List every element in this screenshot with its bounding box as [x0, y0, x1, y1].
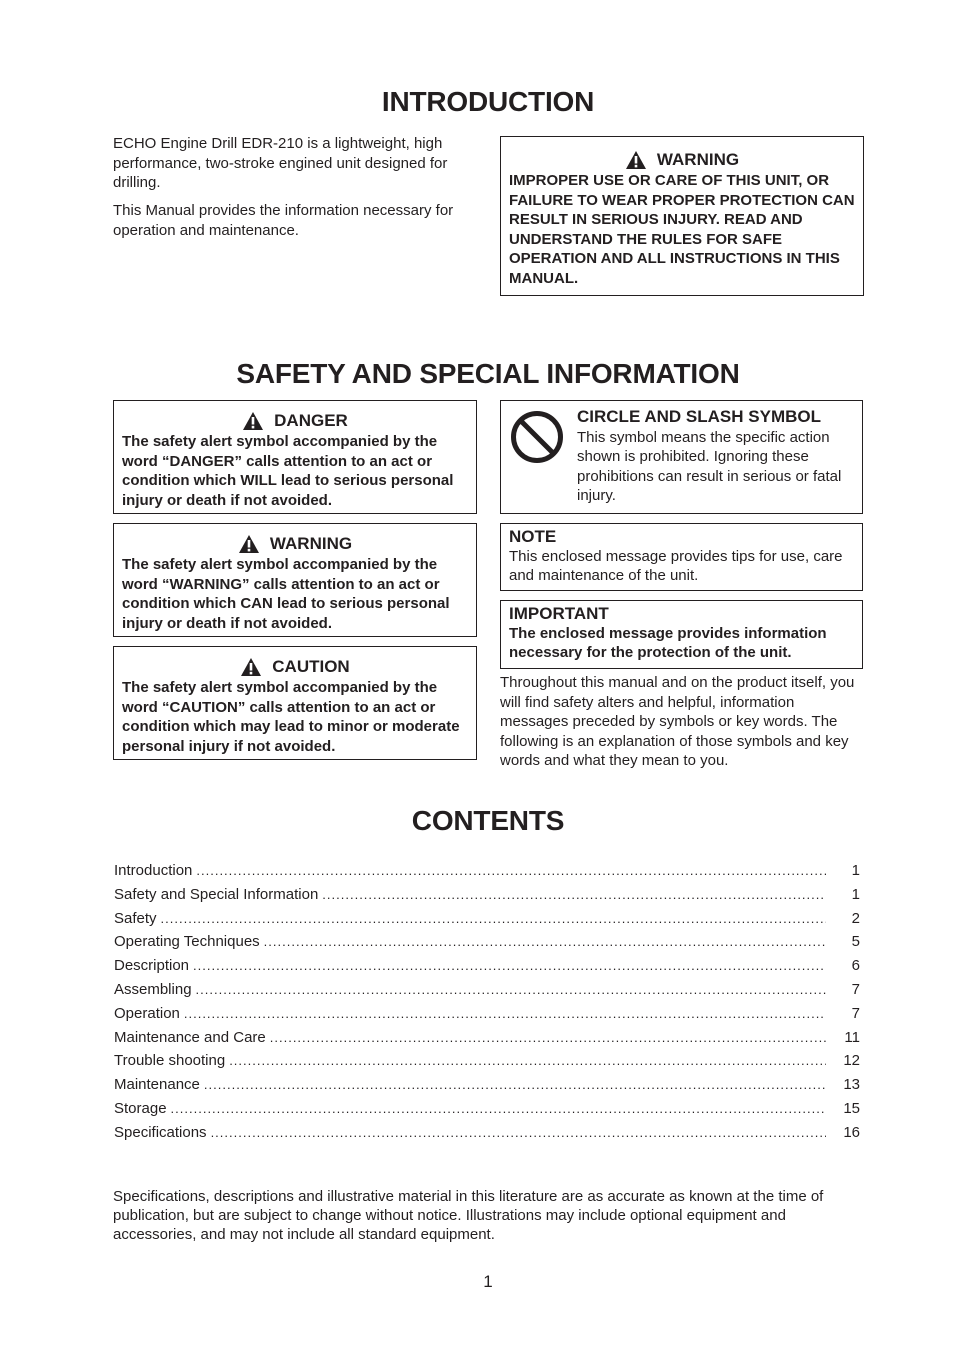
toc-page: 5: [851, 933, 860, 951]
toc-page: 2: [851, 909, 860, 927]
toc-row[interactable]: [114, 1052, 860, 1076]
toc-row[interactable]: [114, 957, 860, 981]
toc-leader: [196, 863, 826, 878]
caution-text: The safety alert symbol accompanied by the word “CAUTION” calls attention to an act or condition which may lead to minor or moderate personal injury if not avoided.: [122, 679, 460, 755]
danger-header: [114, 410, 476, 432]
intro-warning-box: [500, 136, 864, 296]
warning-triangle-icon: [240, 657, 262, 677]
toc-title: Safety: [114, 909, 157, 927]
toc-title: Operating Techniques: [114, 933, 260, 951]
toc-leader: [184, 1006, 826, 1021]
introduction-heading: INTRODUCTION: [381, 86, 595, 117]
caution-box: [113, 646, 477, 760]
toc-title: Trouble shooting: [114, 1052, 226, 1070]
toc-leader: [211, 1125, 826, 1140]
toc-row[interactable]: [114, 1076, 860, 1100]
toc-leader: [161, 911, 826, 926]
toc-title: Assembling: [114, 980, 192, 998]
toc-leader: [322, 887, 826, 902]
contents-heading: CONTENTS: [411, 805, 565, 836]
important-text: The enclosed message provides information necessary for the protection of the unit.: [509, 625, 827, 662]
throughout-paragraph: Throughout this manual and on the product itself, you will find safety alters and helpful, information messages preceded by symbols or key words. The following is an explanation of those symbols and key words and what they mean to you.: [500, 674, 855, 769]
toc-row[interactable]: [114, 1005, 860, 1029]
circle-slash-label: CIRCLE AND SLASH SYMBOL: [577, 407, 821, 426]
toc-title: Maintenance and Care: [114, 1028, 266, 1046]
toc-row[interactable]: [114, 981, 860, 1005]
toc-page: 11: [844, 1028, 860, 1046]
toc-page: 7: [851, 1004, 860, 1022]
toc-leader: [229, 1053, 826, 1068]
safety-heading: SAFETY AND SPECIAL INFORMATION: [236, 358, 740, 389]
toc-row[interactable]: [114, 933, 860, 957]
warning-text: The safety alert symbol accompanied by the word “WARNING” calls attention to an act or condition which CAN lead to serious personal injury or death if not avoided.: [122, 556, 450, 632]
warning-header: [114, 533, 476, 555]
warning-box: [113, 523, 477, 637]
page-number: 1: [483, 1272, 493, 1291]
toc-page: 16: [843, 1123, 860, 1141]
caution-label: CAUTION: [272, 657, 350, 676]
warning-triangle-icon: [625, 150, 647, 170]
circle-slash-text: This symbol means the specific action shown is prohibited. Ignoring these prohibitions can result in serious or fatal injury.: [577, 429, 842, 504]
toc-title: Operation: [114, 1004, 180, 1022]
toc-leader: [193, 958, 826, 973]
note-text: This enclosed message provides tips for use, care and maintenance of the unit.: [509, 548, 843, 585]
warning-triangle-icon: [238, 534, 260, 554]
toc-page: 12: [843, 1052, 860, 1070]
important-box: [500, 600, 863, 669]
circle-slash-box: [500, 400, 863, 514]
toc-row[interactable]: [114, 910, 860, 934]
intro-paragraph-2: This Manual provides the information necessary for operation and maintenance.: [113, 202, 454, 239]
toc-leader: [171, 1101, 826, 1116]
warning-triangle-icon: [242, 411, 264, 431]
danger-box: [113, 400, 477, 514]
caution-header: [114, 656, 476, 678]
toc-title: Introduction: [114, 862, 193, 879]
toc-leader: [264, 934, 826, 949]
intro-paragraph-1: ECHO Engine Drill EDR-210 is a lightweight, high performance, two-stroke engined unit designed for drilling.: [113, 135, 448, 191]
toc-leader: [204, 1077, 826, 1092]
toc-title: Safety and Special Information: [114, 885, 319, 903]
toc-leader: [196, 982, 826, 997]
important-label: IMPORTANT: [509, 604, 609, 623]
toc-page: 15: [843, 1099, 860, 1117]
toc-page: 7: [851, 980, 860, 998]
toc-page: 6: [851, 957, 860, 975]
danger-label: DANGER: [274, 411, 348, 430]
toc-title: Maintenance: [114, 1076, 200, 1094]
toc-leader: [270, 1030, 826, 1045]
circle-slash-icon: [509, 409, 565, 465]
intro-warning-text: IMPROPER USE OR CARE OF THIS UNIT, OR FAILURE TO WEAR PROPER PROTECTION CAN RESULT IN SERIOUS INJURY. READ AND UNDERSTAND THE RULES FOR SAFE OPERATION AND ALL INSTRUCTIONS IN THIS MANUAL.: [509, 172, 855, 287]
toc-page: 1: [851, 862, 860, 879]
disclaimer-paragraph: Specifications, descriptions and illustrative material in this literature are as accurate as known at the time of publication, but are subject to change without notice. Illustrations may include optional equipment and accessories, and may not include all standard equipment.: [113, 1188, 824, 1243]
contents-list: [114, 862, 860, 1148]
toc-title: Specifications: [114, 1123, 207, 1141]
toc-title: Storage: [114, 1099, 167, 1117]
toc-row[interactable]: [114, 1124, 860, 1148]
danger-text: The safety alert symbol accompanied by the word “DANGER” calls attention to an act or condition which WILL lead to serious personal injury or death if not avoided.: [122, 433, 454, 509]
toc-row[interactable]: [114, 886, 860, 910]
toc-page: 13: [843, 1076, 860, 1094]
intro-warning-header: [501, 149, 863, 171]
toc-row[interactable]: [114, 862, 860, 886]
note-box: [500, 523, 863, 591]
toc-row[interactable]: [114, 1029, 860, 1053]
intro-warning-label: WARNING: [656, 150, 740, 169]
toc-page: 1: [851, 885, 860, 903]
note-label: NOTE: [509, 527, 557, 546]
toc-title: Description: [114, 957, 190, 975]
warning-label: WARNING: [269, 534, 353, 553]
toc-row[interactable]: [114, 1100, 860, 1124]
